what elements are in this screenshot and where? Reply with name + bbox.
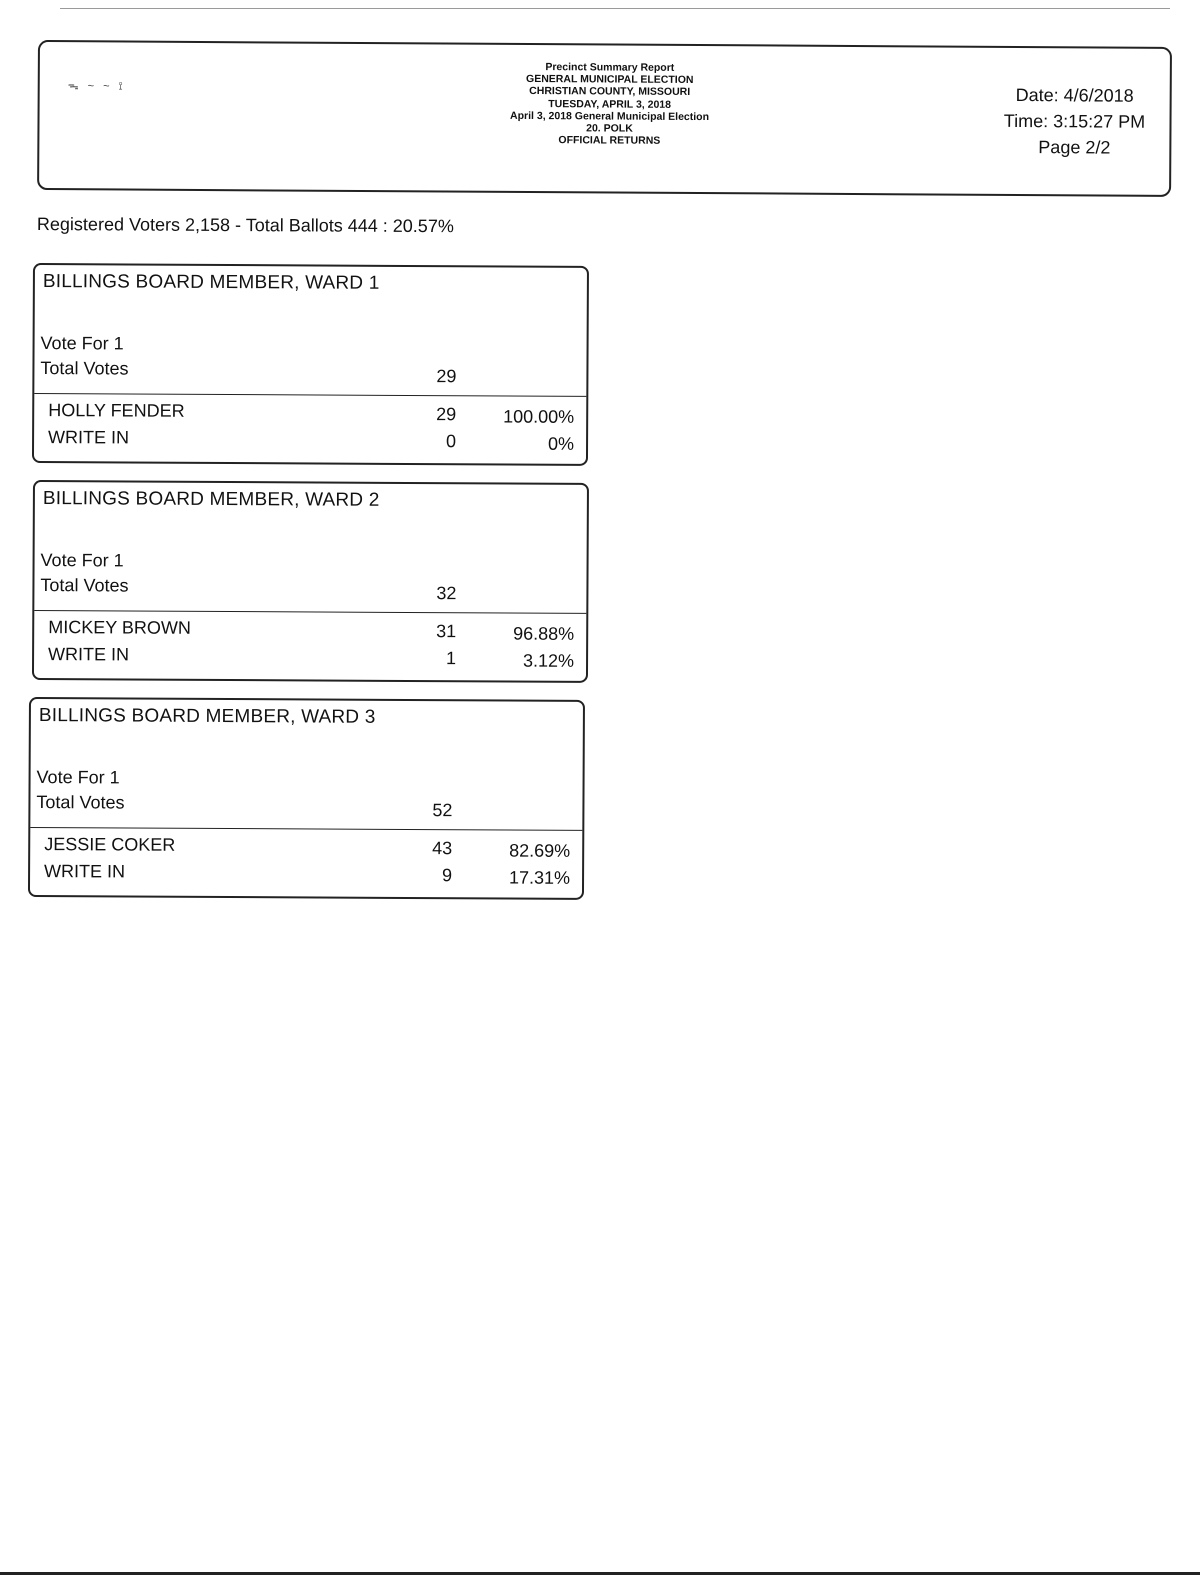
contest-title: BILLINGS BOARD MEMBER, WARD 2 <box>42 488 380 511</box>
turnout-summary: Registered Voters 2,158 - Total Ballots 444 : 20.57% <box>36 214 454 237</box>
total-votes-value: 52 <box>432 800 453 821</box>
county-name: CHRISTIAN COUNTY, MISSOURI <box>529 85 691 99</box>
candidate-row <box>34 427 586 456</box>
candidate-row <box>34 617 586 646</box>
report-date: Date: 4/6/2018 <box>1015 84 1134 106</box>
contest-ward-2 <box>32 480 589 683</box>
candidate-row <box>34 644 586 673</box>
report-header <box>37 40 1172 197</box>
vote-for-label: Vote For 1 <box>36 767 120 788</box>
total-votes-value: 32 <box>436 583 457 604</box>
total-votes-label: Total Votes <box>40 575 129 596</box>
candidate-row <box>30 861 582 890</box>
report-meta <box>979 82 1169 161</box>
candidate-votes: 9 <box>442 865 453 886</box>
candidate-name: WRITE IN <box>44 861 126 882</box>
contest-title: BILLINGS BOARD MEMBER, WARD 1 <box>42 271 380 294</box>
candidate-name: WRITE IN <box>48 644 130 665</box>
candidate-percent: 3.12% <box>522 650 575 671</box>
returns-type: OFFICIAL RETURNS <box>558 134 661 148</box>
election-label: April 3, 2018 General Municipal Election <box>510 109 710 123</box>
precinct-name: 20. POLK <box>586 122 633 135</box>
candidate-row <box>30 834 582 863</box>
candidate-percent: 100.00% <box>503 406 575 427</box>
total-votes-label: Total Votes <box>36 792 125 813</box>
election-name: GENERAL MUNICIPAL ELECTION <box>526 73 694 87</box>
candidate-percent: 82.69% <box>509 840 571 861</box>
candidate-votes: 1 <box>446 648 457 669</box>
contest-divider <box>34 393 586 397</box>
candidate-votes: 29 <box>436 404 457 425</box>
contest-title: BILLINGS BOARD MEMBER, WARD 3 <box>38 705 376 728</box>
report-time: Time: 3:15:27 PM <box>1003 110 1146 132</box>
total-votes-value: 29 <box>436 366 457 387</box>
contest-ward-3 <box>28 697 585 900</box>
report-title-block <box>369 60 850 148</box>
candidate-name: MICKEY BROWN <box>48 617 191 638</box>
vote-for-label: Vote For 1 <box>40 550 124 571</box>
election-date: TUESDAY, APRIL 3, 2018 <box>548 97 672 111</box>
candidate-percent: 96.88% <box>513 623 575 644</box>
candidate-votes: 31 <box>436 621 457 642</box>
contest-divider <box>34 610 586 614</box>
candidate-percent: 0% <box>547 433 575 454</box>
candidate-votes: 43 <box>432 838 453 859</box>
report-title: Precinct Summary Report <box>545 61 675 74</box>
candidate-percent: 17.31% <box>508 867 571 888</box>
candidate-name: JESSIE COKER <box>44 834 176 855</box>
header-marks: ᯓ ~ ~ ⟟ <box>67 80 126 93</box>
top-scan-rule <box>60 8 1170 9</box>
bottom-scan-rule <box>0 1572 1200 1575</box>
contest-ward-1 <box>32 263 589 466</box>
candidate-name: HOLLY FENDER <box>48 400 185 421</box>
contest-divider <box>30 827 582 831</box>
candidate-votes: 0 <box>446 431 457 452</box>
total-votes-label: Total Votes <box>40 358 129 379</box>
candidate-row <box>34 400 586 429</box>
page-number: Page 2/2 <box>1038 137 1111 158</box>
vote-for-label: Vote For 1 <box>40 333 124 354</box>
candidate-name: WRITE IN <box>48 427 130 448</box>
